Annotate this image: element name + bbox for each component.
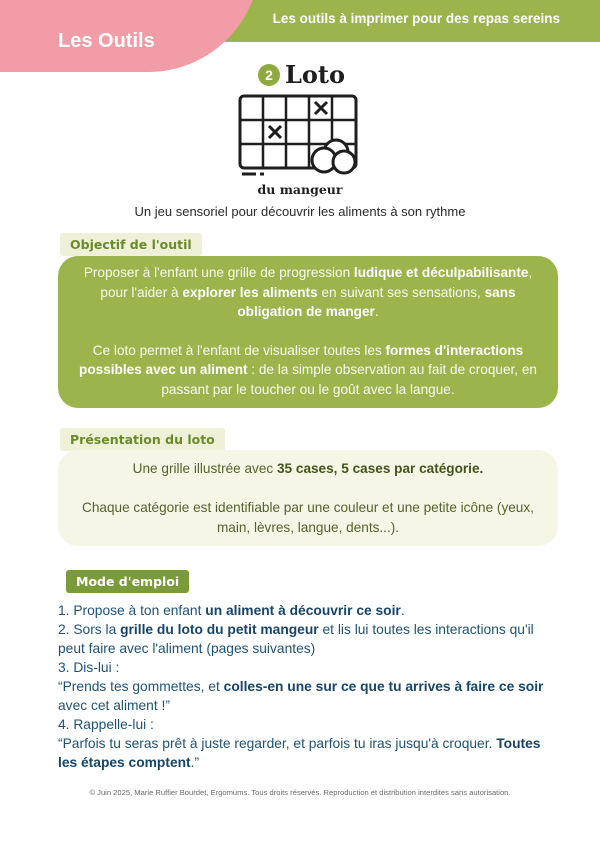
copyright-footer: © Juin 2025, Marie Ruffier Bourdet, Ergomums. Tous droits réservés. Reproduction et distribution interdites sans autorisation. bbox=[89, 788, 511, 797]
mode-emploi-label: Mode d'emploi bbox=[66, 570, 189, 593]
step-2: 2. Sors la grille du loto du petit mangeur et lis lui toutes les interactions qu'il peut faire avec l'aliment (pages suivantes) bbox=[58, 622, 534, 656]
tagline: Un jeu sensoriel pour découvrir les aliments à son rythme bbox=[134, 204, 466, 219]
presentation-label: Présentation du loto bbox=[60, 428, 225, 451]
objectif-box bbox=[58, 256, 558, 408]
objectif-paragraph-2: Ce loto permet à l'enfant de visualiser toutes les formes d'interactions possibles avec un aliment : de la simple observation au fait de croquer, en passant par le toucher ou le goût avec la langue. bbox=[79, 342, 537, 397]
tool-number-badge: 2 bbox=[258, 64, 280, 86]
banner-text: Les outils à imprimer pour des repas sereins bbox=[272, 11, 560, 26]
presentation-paragraph-2: Chaque catégorie est identifiable par une couleur et une petite icône (yeux, main, lèvres, langue, dents...). bbox=[82, 500, 534, 535]
section-title: Les Outils bbox=[58, 30, 155, 52]
mode-emploi-steps bbox=[58, 601, 548, 772]
logo-subtitle: du mangeur bbox=[257, 182, 343, 197]
step-1: 1. Propose à ton enfant un aliment à découvrir ce soir. bbox=[58, 603, 405, 618]
objectif-label: Objectif de l'outil bbox=[60, 233, 202, 256]
quote-1: “Prends tes gommettes, et colles-en une sur ce que tu arrives à faire ce soir avec cet aliment !” bbox=[58, 679, 544, 713]
presentation-box bbox=[58, 450, 558, 546]
quote-2: “Parfois tu seras prêt à juste regarder, et parfois tu iras jusqu'à croquer. Toutes les étapes comptent.” bbox=[58, 736, 541, 770]
objectif-paragraph-1: Proposer à l'enfant une grille de progression ludique et déculpabilisante, pour l'aider à explorer les aliments en suivant ses sensations, sans obligation de manger. bbox=[83, 265, 533, 319]
step-3: 3. Dis-lui : bbox=[58, 660, 120, 675]
loto-logo bbox=[230, 62, 370, 202]
loto-grid-icon bbox=[238, 94, 362, 180]
logo-title: Loto bbox=[285, 60, 345, 89]
step-4: 4. Rappelle-lui : bbox=[58, 717, 154, 732]
presentation-paragraph-1: Une grille illustrée avec 35 cases, 5 cases par catégorie. bbox=[132, 461, 484, 476]
